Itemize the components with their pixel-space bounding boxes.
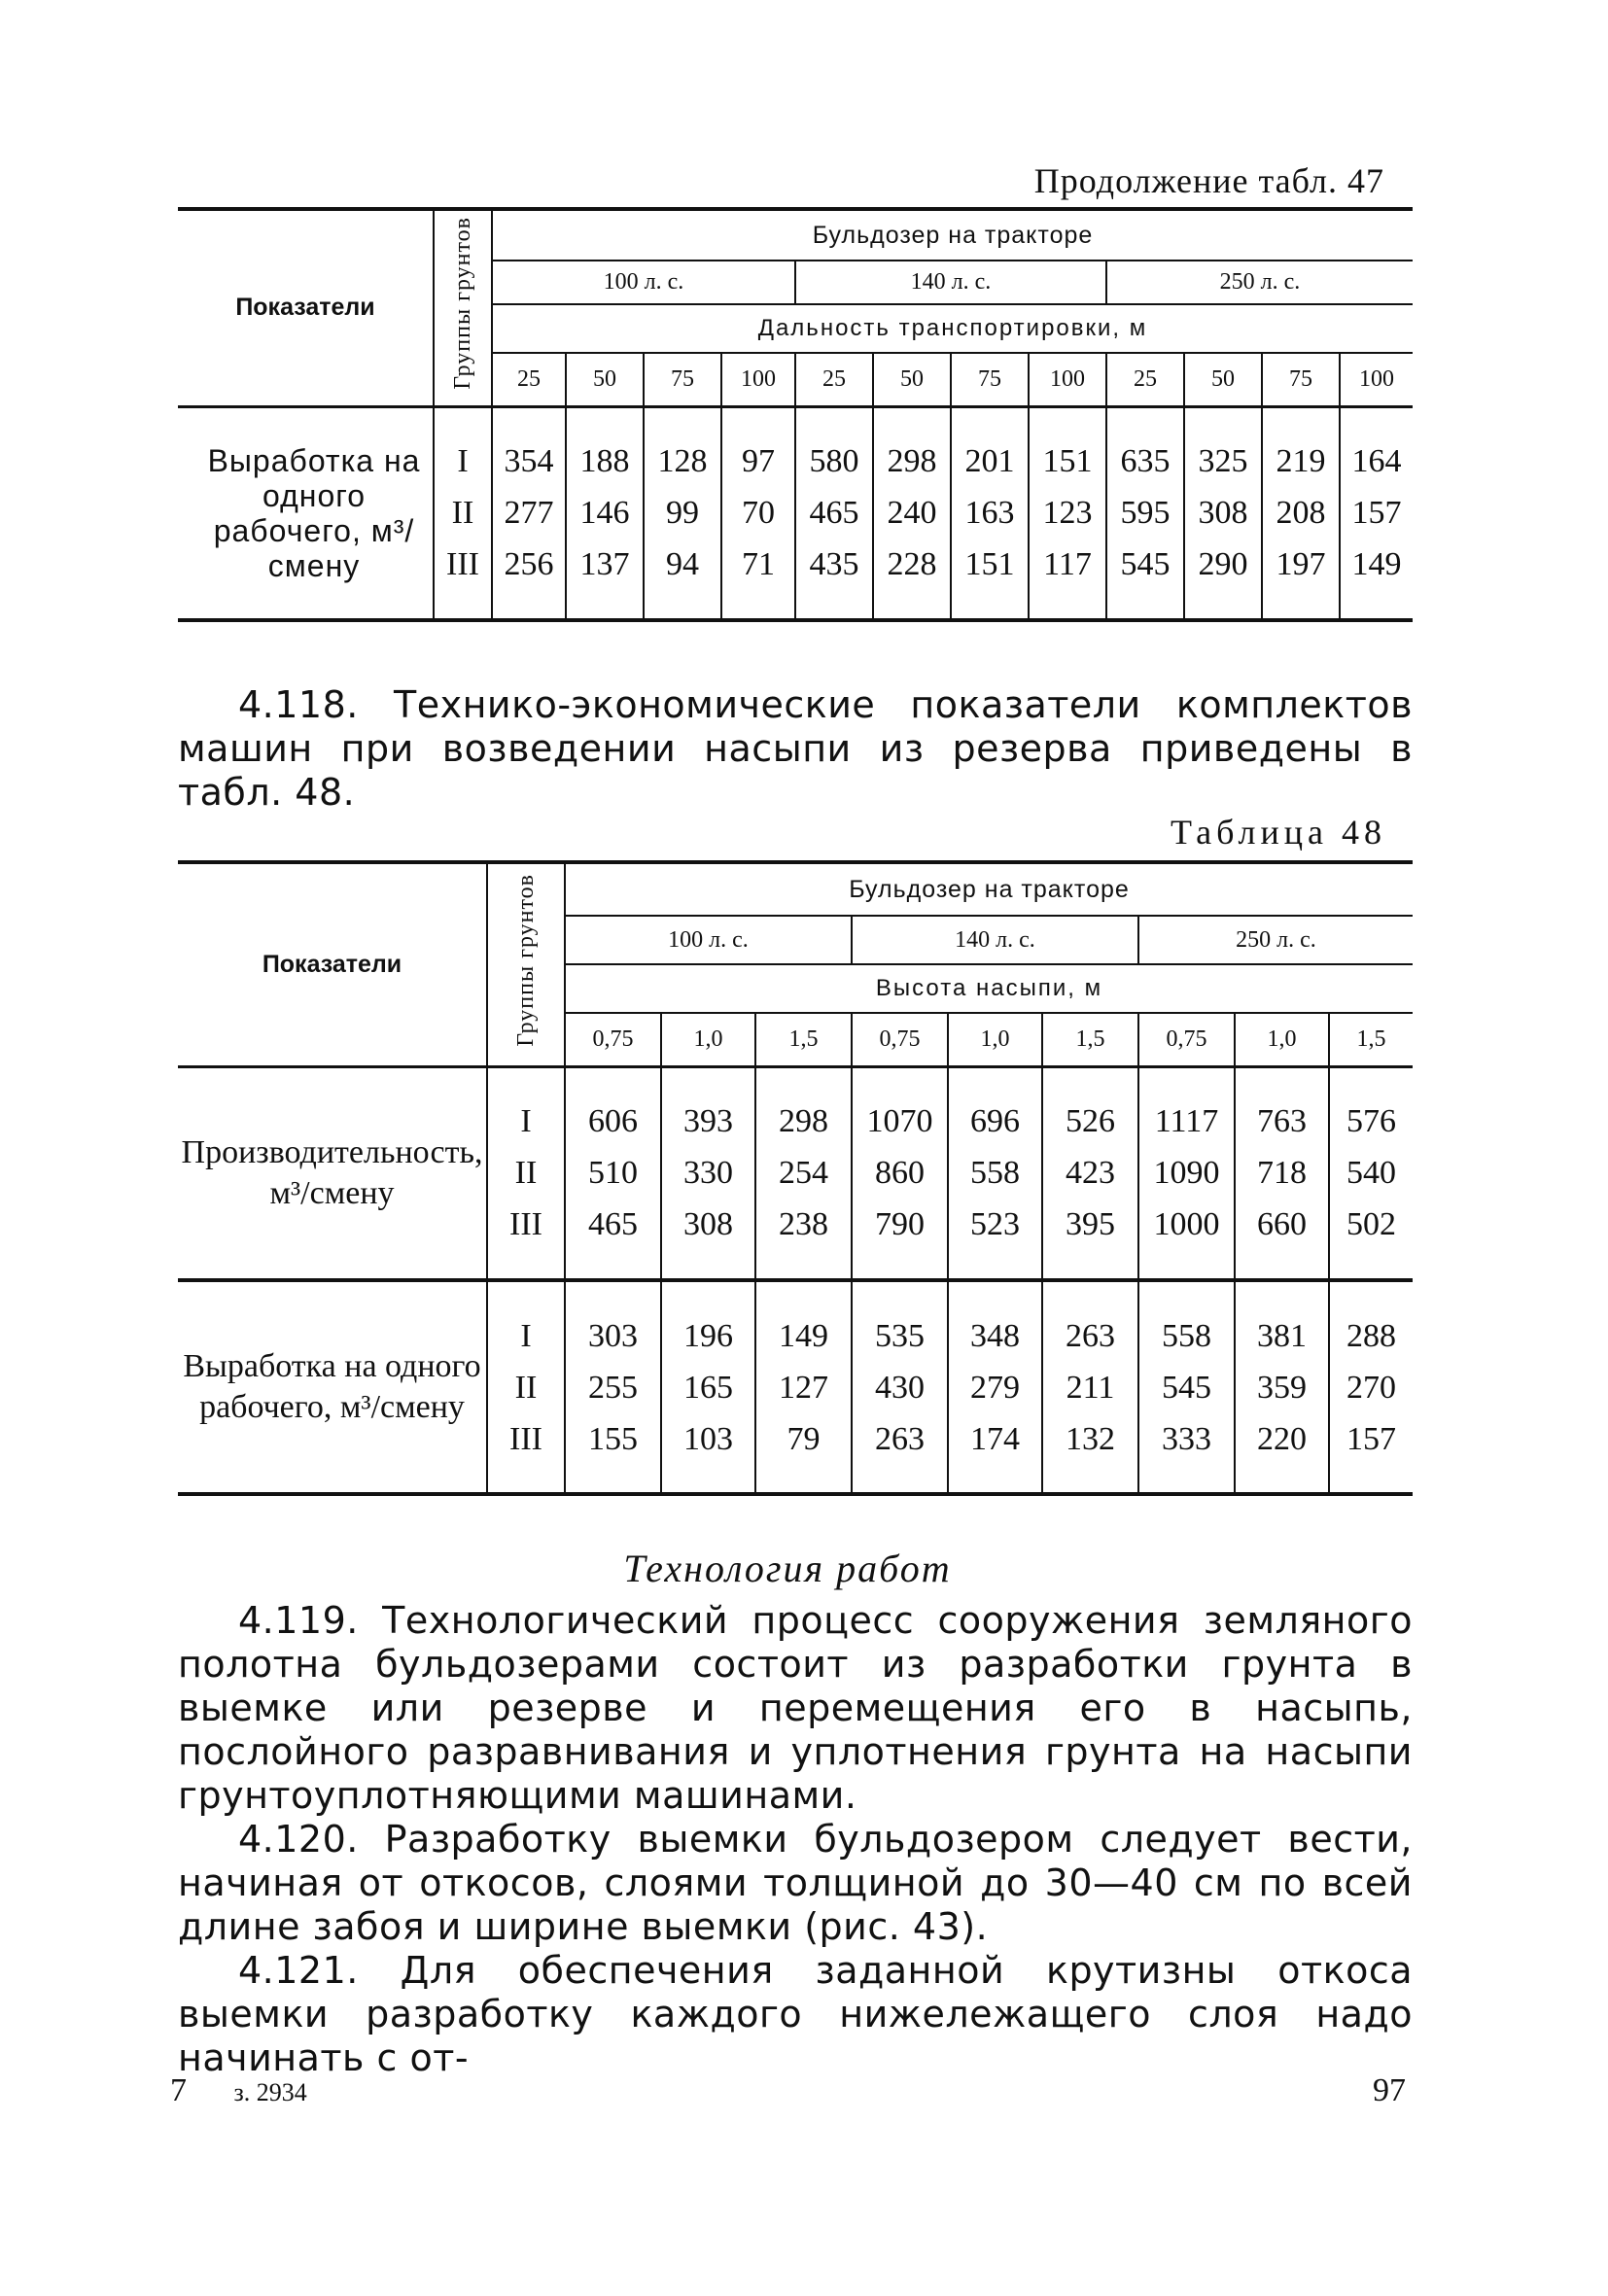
t48-sec1-groups (487, 1280, 565, 1494)
t47-value-cell: 197 (1276, 546, 1326, 583)
t47-value-cell: 71 (742, 546, 775, 583)
paragraph-4-120: 4.120. Разработку выемки бульдозером следует вести, начиная от откосов, слоями толщиной до 30—40 см по всей длине забоя и ширине выемки (рис. 43). (178, 1818, 1413, 1948)
t48-value-column (661, 1280, 755, 1494)
t48-sec1-label: Выработка на одного рабочего, м³/смену (183, 1348, 481, 1425)
t48-value-column (565, 1066, 661, 1280)
t48-value-cell: 510 (588, 1155, 638, 1192)
t47-value-cell: 128 (657, 443, 708, 480)
t47-distance: 25 (795, 353, 873, 406)
t47-value-cell: 163 (964, 495, 1015, 532)
t47-groups (434, 406, 492, 620)
t48-value-column (948, 1280, 1042, 1494)
t47-distance: 75 (1262, 353, 1340, 406)
t48-value-cell: 1117 (1154, 1103, 1219, 1140)
t47-value-column (1029, 406, 1106, 620)
t47-value-column (644, 406, 721, 620)
t47-value-cell: 99 (666, 495, 699, 532)
t48-value-cell: 333 (1162, 1420, 1211, 1457)
t47-value-cell: 97 (742, 443, 775, 480)
t48-group-label: II (514, 1369, 538, 1406)
t47-value-cell: 308 (1198, 495, 1248, 532)
t47-value-cell: 635 (1120, 443, 1171, 480)
t48-value-column (1235, 1280, 1329, 1494)
t48-value-cell: 157 (1346, 1420, 1396, 1457)
t47-distance: 50 (566, 353, 644, 406)
t48-power-0: 100 л. с. (565, 916, 852, 964)
t47-distance: 50 (873, 353, 951, 406)
t47-value-cell: 298 (887, 443, 937, 480)
t48-value-cell: 790 (875, 1206, 925, 1243)
paragraph-4-119: 4.119. Технологический процесс сооружения земляного полотна бульдозерами состоит из разработки грунта в выемке или резерве и перемещения его в насыпь, послойного разравнивания и уплотнения грунта на насыпи грунтоуплотняющими машинами. (178, 1599, 1413, 1817)
t48-height: 1,0 (1235, 1013, 1329, 1066)
t47-power-0: 100 л. с. (492, 261, 795, 304)
t48-value-cell: 270 (1346, 1369, 1396, 1406)
t48-value-cell: 660 (1257, 1206, 1307, 1243)
t48-group-label: I (520, 1317, 532, 1354)
table-47 (178, 207, 1413, 622)
t48-sub-header: Высота насыпи, м (565, 964, 1413, 1013)
t48-height: 0,75 (1138, 1013, 1235, 1066)
t47-value-cell: 146 (579, 495, 630, 532)
t48-value-cell: 174 (970, 1420, 1020, 1457)
t48-value-cell: 165 (683, 1369, 733, 1406)
t47-value-cell: 545 (1120, 546, 1171, 583)
t48-sec0-groups (487, 1066, 565, 1280)
t48-value-cell: 860 (875, 1155, 925, 1192)
t47-distance: 100 (721, 353, 795, 406)
t48-value-column (755, 1066, 852, 1280)
t48-value-column (1042, 1066, 1138, 1280)
t47-group-label: II (451, 495, 474, 532)
t47-value-cell: 149 (1351, 546, 1402, 583)
t48-value-column (852, 1280, 948, 1494)
t48-group-header: Группы грунтов (487, 862, 565, 1066)
t47-value-column (721, 406, 795, 620)
t48-value-cell: 393 (683, 1103, 733, 1140)
t48-value-cell: 279 (970, 1369, 1020, 1406)
print-order: з. 2934 (233, 2078, 307, 2106)
t48-power-1: 140 л. с. (852, 916, 1138, 964)
t47-power-2: 250 л. с. (1106, 261, 1413, 304)
t47-value-cell: 151 (964, 546, 1015, 583)
t48-value-cell: 298 (779, 1103, 828, 1140)
t47-value-cell: 435 (809, 546, 859, 583)
t47-value-cell: 228 (887, 546, 937, 583)
t48-value-cell: 288 (1346, 1317, 1396, 1354)
t48-value-column (1235, 1066, 1329, 1280)
t48-value-cell: 238 (779, 1206, 828, 1243)
t48-value-cell: 1070 (866, 1103, 933, 1140)
t48-value-cell: 103 (683, 1420, 733, 1457)
t47-group-label: I (457, 443, 469, 480)
t48-value-cell: 359 (1257, 1369, 1307, 1406)
t47-distance: 100 (1029, 353, 1106, 406)
t48-power-2: 250 л. с. (1138, 916, 1413, 964)
t48-value-cell: 149 (779, 1317, 828, 1354)
t48-value-cell: 220 (1257, 1420, 1307, 1457)
t47-value-cell: 325 (1198, 443, 1248, 480)
t47-value-cell: 94 (666, 546, 699, 583)
t48-value-cell: 263 (875, 1420, 925, 1457)
table47-caption: Продолжение табл. 47 (1033, 161, 1384, 200)
t47-value-column (492, 406, 566, 620)
t47-value-cell: 201 (964, 443, 1015, 480)
t47-distance: 75 (644, 353, 721, 406)
t47-value-column (1184, 406, 1262, 620)
t47-distance: 25 (1106, 353, 1184, 406)
t47-param-header: Показатели (178, 209, 434, 406)
t48-value-column (565, 1280, 661, 1494)
t48-value-cell: 132 (1066, 1420, 1115, 1457)
body-text (178, 1599, 1413, 2080)
table48-caption: Таблица 48 (1171, 813, 1386, 852)
t47-value-cell: 240 (887, 495, 937, 532)
t47-value-cell: 164 (1351, 443, 1402, 480)
signature-mark: 7 (170, 2072, 187, 2108)
t47-power-1: 140 л. с. (795, 261, 1106, 304)
t47-value-cell: 117 (1043, 546, 1092, 583)
t48-value-cell: 763 (1257, 1103, 1307, 1140)
t48-group-label: II (514, 1155, 538, 1192)
t47-distance: 50 (1184, 353, 1262, 406)
t47-distance: 100 (1340, 353, 1413, 406)
t48-value-cell: 465 (588, 1206, 638, 1243)
t48-group-label: III (509, 1420, 542, 1457)
t47-main-header: Бульдозер на тракторе (492, 209, 1413, 261)
t47-value-cell: 188 (579, 443, 630, 480)
t48-value-cell: 1000 (1153, 1206, 1220, 1243)
t48-value-column (852, 1066, 948, 1280)
t48-height: 0,75 (565, 1013, 661, 1066)
t48-value-cell: 523 (970, 1206, 1020, 1243)
t48-value-column (1329, 1280, 1413, 1494)
t47-value-cell: 580 (809, 443, 859, 480)
t48-group-label: I (520, 1103, 532, 1140)
t48-value-cell: 558 (1162, 1317, 1211, 1354)
t48-value-cell: 381 (1257, 1317, 1307, 1354)
t47-row-label: Выработка на одного рабочего, м³/смену (207, 442, 421, 583)
t47-value-cell: 219 (1276, 443, 1326, 480)
t48-value-cell: 263 (1066, 1317, 1115, 1354)
t47-distance: 25 (492, 353, 566, 406)
t47-value-cell: 465 (809, 495, 859, 532)
t47-value-cell: 151 (1042, 443, 1093, 480)
t48-value-cell: 526 (1066, 1103, 1115, 1140)
footer-left (170, 2072, 307, 2109)
t47-value-cell: 70 (742, 495, 775, 532)
page-number: 97 (1373, 2072, 1406, 2108)
t48-main-header: Бульдозер на тракторе (565, 862, 1413, 916)
t47-value-cell: 277 (504, 495, 554, 532)
t48-height: 1,5 (1329, 1013, 1413, 1066)
paragraph-4-121: 4.121. Для обеспечения заданной крутизны откоса выемки разработку каждого нижележащего слоя надо начинать с от- (178, 1949, 1413, 2079)
t47-value-column (795, 406, 873, 620)
t48-value-cell: 395 (1066, 1206, 1115, 1243)
t48-value-column (661, 1066, 755, 1280)
t48-value-cell: 348 (970, 1317, 1020, 1354)
t48-value-cell: 1090 (1153, 1155, 1220, 1192)
t47-distance: 75 (951, 353, 1029, 406)
t47-value-column (873, 406, 951, 620)
t48-value-cell: 255 (588, 1369, 638, 1406)
t48-value-cell: 211 (1066, 1369, 1115, 1406)
t47-group-label: III (446, 546, 479, 583)
t48-height: 1,5 (755, 1013, 852, 1066)
t48-value-cell: 540 (1346, 1155, 1396, 1192)
t47-value-cell: 157 (1351, 495, 1402, 532)
t48-sec0-label: Производительность, м³/смену (181, 1133, 483, 1211)
t48-value-cell: 535 (875, 1317, 925, 1354)
t47-value-cell: 595 (1120, 495, 1171, 532)
t48-value-cell: 558 (970, 1155, 1020, 1192)
table-48 (178, 860, 1413, 1496)
t48-value-cell: 423 (1066, 1155, 1115, 1192)
t48-value-column (1329, 1066, 1413, 1280)
t48-value-cell: 308 (683, 1206, 733, 1243)
t48-value-cell: 196 (683, 1317, 733, 1354)
t47-value-column (1106, 406, 1184, 620)
t47-value-cell: 354 (504, 443, 554, 480)
section-heading: Технология работ (623, 1547, 952, 1590)
t48-value-cell: 545 (1162, 1369, 1211, 1406)
t48-value-cell: 303 (588, 1317, 638, 1354)
t48-value-cell: 696 (970, 1103, 1020, 1140)
t48-value-cell: 502 (1346, 1206, 1396, 1243)
t48-group-label: III (509, 1206, 542, 1243)
t48-value-cell: 127 (779, 1369, 828, 1406)
t48-value-cell: 79 (787, 1420, 821, 1457)
t48-value-cell: 330 (683, 1155, 733, 1192)
t48-value-column (1138, 1280, 1235, 1494)
t48-height: 1,0 (661, 1013, 755, 1066)
t47-value-column (1340, 406, 1413, 620)
t47-sub-header: Дальность транспортировки, м (492, 304, 1413, 353)
t48-value-cell: 606 (588, 1103, 638, 1140)
t48-value-column (1138, 1066, 1235, 1280)
t48-height: 1,0 (948, 1013, 1042, 1066)
t47-value-cell: 208 (1276, 495, 1326, 532)
t48-value-cell: 430 (875, 1369, 925, 1406)
t48-height: 0,75 (852, 1013, 948, 1066)
t48-value-cell: 254 (779, 1155, 828, 1192)
t47-group-header: Группы грунтов (434, 209, 492, 406)
t47-value-cell: 137 (579, 546, 630, 583)
t48-param-header: Показатели (178, 862, 487, 1066)
t48-value-cell: 155 (588, 1420, 638, 1457)
t48-value-column (755, 1280, 852, 1494)
t47-value-cell: 290 (1198, 546, 1248, 583)
t48-value-cell: 576 (1346, 1103, 1396, 1140)
t48-value-cell: 718 (1257, 1155, 1307, 1192)
t48-value-column (1042, 1280, 1138, 1494)
t47-value-cell: 256 (504, 546, 554, 583)
t48-value-column (948, 1066, 1042, 1280)
t48-height: 1,5 (1042, 1013, 1138, 1066)
paragraph-4-118: 4.118. Технико-экономические показатели комплектов машин при возведении насыпи из резерва приведены в табл. 48. (178, 683, 1413, 814)
t47-value-column (1262, 406, 1340, 620)
t47-value-column (566, 406, 644, 620)
t47-value-cell: 123 (1042, 495, 1093, 532)
t47-value-column (951, 406, 1029, 620)
